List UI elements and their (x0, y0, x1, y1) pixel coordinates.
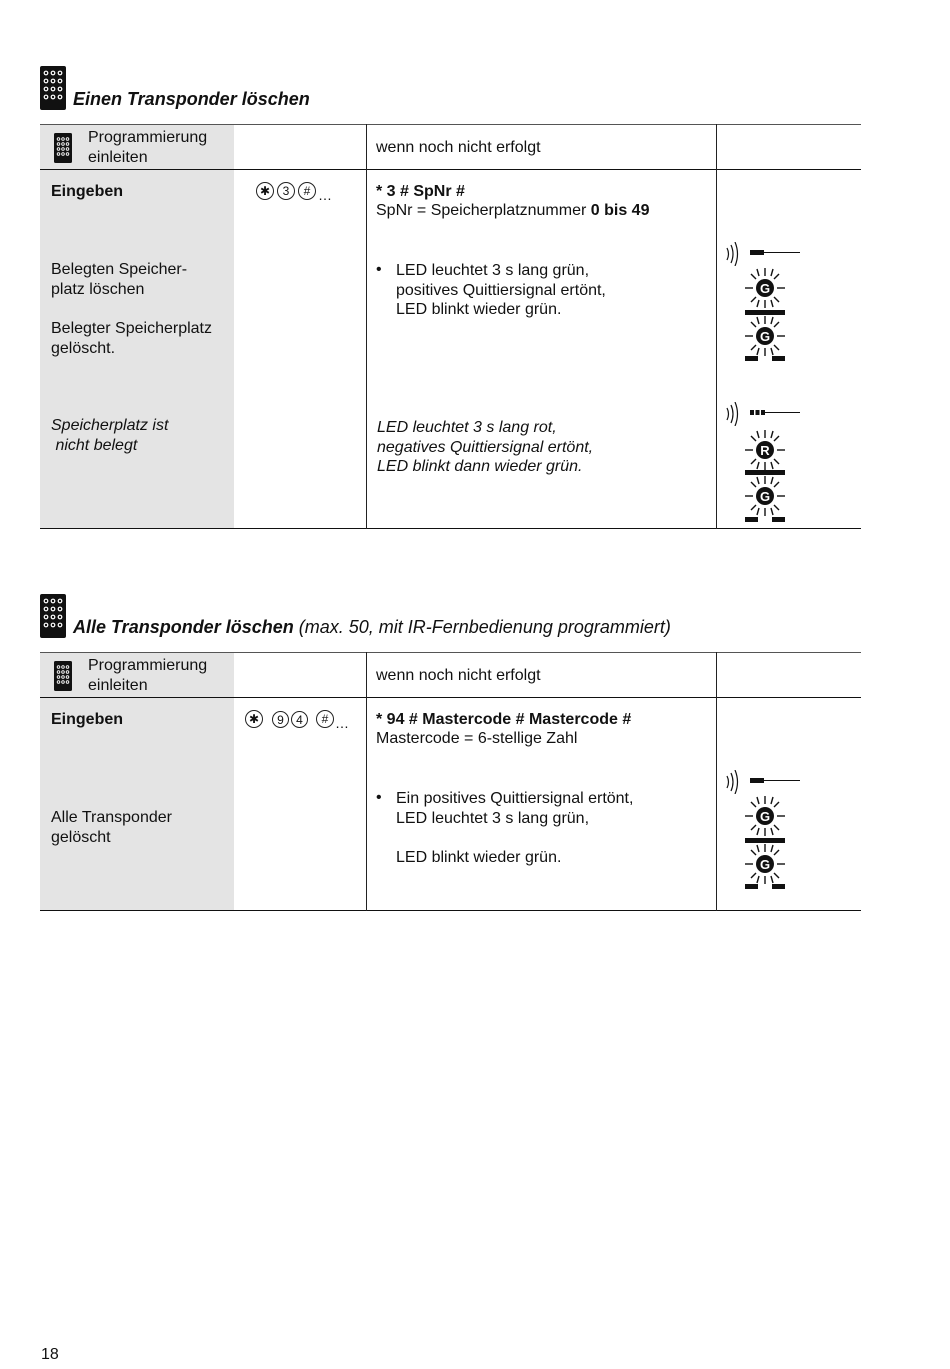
positive-signal-icon (724, 242, 804, 266)
input-description: Mastercode = 6-stellige Zahl (376, 730, 578, 747)
led-green-icon (743, 474, 787, 518)
key-sequence: ✱ 9 4 # … (245, 710, 349, 728)
instruction-table (40, 652, 861, 912)
led-green-icon (743, 266, 787, 310)
svg-text:G: G (759, 809, 771, 824)
svg-text:G: G (759, 857, 771, 872)
led-red-icon (743, 428, 787, 472)
remote-control-icon (40, 66, 66, 110)
svg-text:G: G (759, 329, 771, 344)
section-delete-all (40, 594, 861, 912)
led-green-icon (743, 314, 787, 358)
svg-text:G: G (759, 281, 771, 296)
key-3: 3 (277, 182, 295, 200)
section-title: Alle Transponder löschen (max. 50, mit IR-Fernbedienung programmiert) (73, 617, 671, 637)
input-description: SpNr = Speicherplatznummer 0 bis 49 (376, 202, 650, 219)
key-9: 9 (272, 711, 289, 728)
case-text-occupied: LED leuchtet 3 s lang grün, positives Quittiersignal ertönt, LED blinkt wieder grün. (396, 262, 606, 318)
section-title: Einen Transponder löschen (73, 89, 310, 109)
instruction-table (40, 124, 861, 529)
section-heading (40, 594, 861, 638)
section-delete-one (40, 66, 861, 530)
case-label-occupied: Belegten Speicher- platz löschen (51, 261, 188, 298)
input-code: * 3 # SpNr # (376, 183, 465, 200)
input-code: * 94 # Mastercode # Mastercode # (376, 711, 632, 728)
case-result-deleted: Belegter Speicherplatz gelöscht. (51, 320, 212, 357)
case-result-all-deleted: Alle Transponder gelöscht (51, 809, 172, 846)
remote-control-icon (54, 133, 72, 163)
page-number: 18 (41, 1346, 59, 1363)
case-text-all: Ein positives Quittiersignal ertönt, LED leuchtet 3 s lang grün, LED blinkt wieder grün. (396, 790, 634, 866)
led-green-icon (743, 842, 787, 886)
led-blink-bar (743, 884, 787, 890)
svg-text:G: G (759, 489, 771, 504)
svg-text:R: R (760, 443, 770, 458)
key-hash: # (298, 182, 316, 200)
negative-signal-icon (724, 402, 804, 426)
remote-control-icon (40, 594, 66, 638)
bullet: • (376, 789, 382, 806)
row-note: wenn noch nicht erfolgt (376, 667, 541, 684)
led-blink-bar (743, 517, 787, 523)
row-note: wenn noch nicht erfolgt (376, 139, 541, 156)
case-label-empty: Speicherplatz ist nicht belegt (51, 417, 169, 454)
key-star: ✱ (256, 182, 274, 200)
case-text-empty: LED leuchtet 3 s lang rot, negatives Quittiersignal ertönt, LED blinkt dann wieder grün. (377, 419, 594, 475)
row-label-start: Programmierung einleiten (88, 129, 208, 166)
key-hash: # (316, 710, 334, 728)
key-sequence: ✱ 3 # … (256, 182, 332, 200)
remote-control-icon (54, 661, 72, 691)
row-label-input: Eingeben (51, 711, 124, 728)
led-green-icon (743, 794, 787, 838)
section-heading (40, 66, 861, 110)
bullet: • (376, 261, 382, 278)
row-label-input: Eingeben (51, 183, 124, 200)
key-4: 4 (291, 711, 308, 728)
positive-signal-icon (724, 770, 804, 794)
led-blink-bar (743, 356, 787, 362)
key-star: ✱ (245, 710, 263, 728)
row-label-start: Programmierung einleiten (88, 657, 208, 694)
